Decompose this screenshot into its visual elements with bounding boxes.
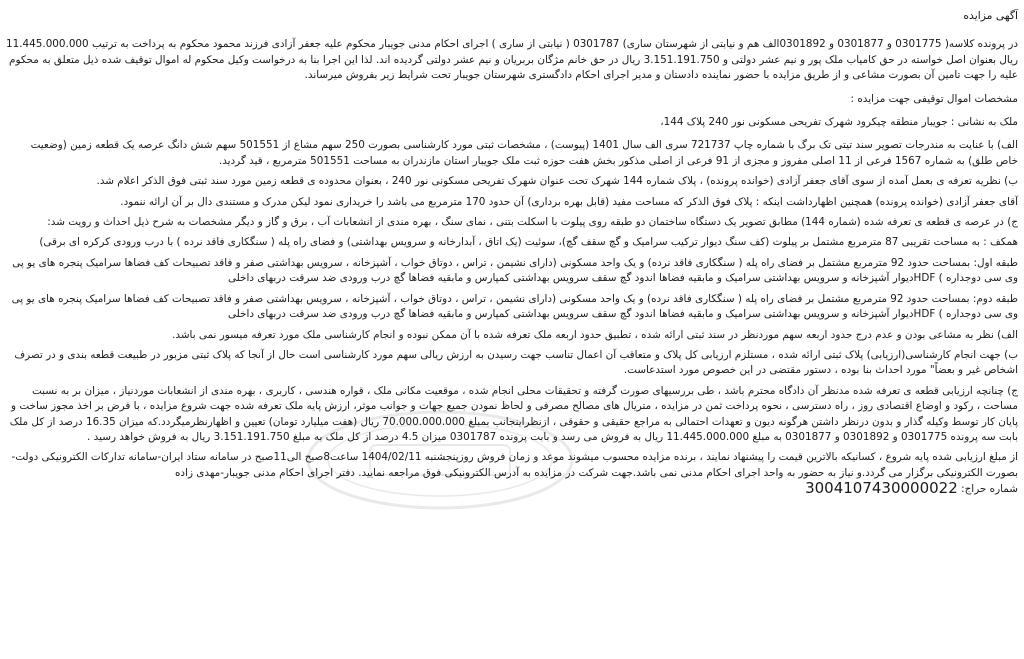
paragraph-owner-statement: آقای جعفر آزادی (خوانده پرونده) همچنین اظهارداشت اینکه : پلاک فوق الذکر که مساحت مفید (قابل بهره برداری) آن حدود 170 مترمربع می باشد را خریداری نمود لیکن مدرک و مستندی دال بر آن ارائه ننمود. (120, 195, 1018, 208)
paragraph-ground-floor: همکف : به مساحت تقریبی 87 مترمربع مشتمل بر پیلوت (کف سنگ دیوار ترکیب سرامیک و گچ سقف گچ)، سوئیت (یک اتاق ، آبدارخانه و سرویس بهداشتی) و فضای راه پله ( سنگکاری فاقد نرده ) با درب ورودی کرکره ای برقی) (39, 236, 1018, 249)
paragraph-je-2: ج) چنانچه ارزیابی قطعه ی تعرفه شده مدنظر آن دادگاه محترم باشد ، طی بررسیهای صورت گرفته و تحقیقات محلی انجام شده ، موقعیت مکانی ملک ، قواره هندسی ، کاربری ، بهره مندی از انشعابات موردنیاز ، میزان بر به نسبت مساحت ، رکود و اوضاع اقتصادی روز ، راه دسترسی ، نحوه پرداخت ثمن در مزایده ، متریال های مصالح مصرفی و لحاظ نمودن جمیع جهات و جوانب موثر، ارزش پایه ملک تعرفه شده جهت شروع مزایده ، با فرض بر اخذ مجوز ساخت و پایان کار توسط وکیله گذار و بدون درنظر داشتن هرگونه دیون و تعهدات احتمالی به مراجع حقیقی و حقوقی ، ازنظراینجانب بمبلغ 70.000.000.000 ریال (هفت میلیارد تومان) تعیین و اظهارنظرمیگردد.که میزان 16.35 درصد از کل ملک بابت سه پرونده 0301775 و 0301892 و 0301877 به مبلغ 11.445.000.000 ریال به فروش می رسد و بابت پرونده 0301787 میزان 4.5 درصد از کل ملک به مبلغ 3.151.191.750 ریال به فروش خواهد رسید . (9, 384, 1018, 443)
property-address: ملک به نشانی : جویبار منطقه چیکرود شهرک تفریحی مسکونی نور 240 پلاک 144، (660, 116, 1018, 129)
paragraph-final: از مبلغ ارزیابی شده پایه شروع ، کسانیکه بالاترین قیمت را پیشنهاد نمایند ، برنده مزایده محسوب میشوند موعد و زمان فروش روزپنجشنبه 1404/02/11 ساعت8صبح الی11صبح در سامانه ستاد ایران-سامانه تدارکات الکترونیکی دولت-بصورت الکترونیکی برگزار می گردد.و نیاز به حضور به واحد اجرای احکام مدنی نمی باشد.جهت شرکت در مزایده به آدرس الکترونیکی فوق مراجعه نمایید. دفتر اجرای احکام مدنی جویبار-مهدی زاده (11, 451, 1018, 479)
paragraph-alef-2: الف) نظر به مشاعی بودن و عدم درج حدود اربعه سهم موردنظر در سند ثبتی ارائه شده ، تطبیق حدود اربعه ملک تعرفه شده با آن ممکن نبوده و انجام کارشناسی ملک مورد تعرفه میسور نمی باشد. (172, 328, 1018, 341)
paragraph-je: ج) در عرصه ی قطعه ی تعرفه شده (شماره 144) مطابق تصویر یک دستگاه ساختمان دو طبقه روی پیلوت با اسکلت بتنی ، نمای سنگ ، بهره مندی از انشعابات آب ، برق و گاز و دیگر مشخصات به شرح ذیل احداث و رویت شد: (47, 216, 1018, 229)
intro-paragraph: در پرونده کلاسه( 0301775 و 0301877 و 0301892الف هم و نیابتی از شهرستان ساری) 0301787 ( نیابتی از ساری ) اجرای احکام مدنی جویبار محکوم علیه جعفر آزادی فرزند محمود محکوم به پرداخت به ترتیب 11.445.000.000 ریال بعنوان اصل خواسته در حق کامیاب ملک پور و نیم عشر دولتی و 3.151.191.750 ریال در حق خانم مژگان بربریان و نیم عشر دولتی گردیده اند. لذا این اجرا بنا به درخواست وکیل محکوم له اموال توقیف شده ذیل متعلق به محکوم علیه را جهت تامین آن بصورت مشاعی و از طریق مزایده با حضور نماینده دادستان و مدیر اجرای احکام دادگستری شهرستان جویبار تحت شرایط زیر بفروش میرساند. (6, 38, 1018, 82)
paragraph-be: ب) نظریه تعرفه ی بعمل آمده از سوی آقای جعفر آزادی (خوانده پرونده) ، پلاک شماره 144 شهرک تحت عنوان شهرک تفریحی مسکونی نور 240 ، بعنوان محدوده ی قطعه زمین مورد سند ثبتی فوق الذکر اعلام شد. (96, 175, 1018, 188)
paragraph-first-floor: طبقه اول: بمساحت حدود 92 مترمربع مشتمل بر فضای راه پله ( سنگکاری فاقد نرده) و یک واحد مسکونی (دارای نشیمن ، تراس ، دوتاق خواب ، آشپزخانه ، سرویس بهداشتی صفر و فاقد تصبیحات کف فضاها سرامیک پنجره های یو پی وی سی دوجداره ) HDFدیوار آشپزخانه و سرویس بهداشتی سرامیک و مابقیه فضاها اندود گچ سقف سرویس بهداشتی کمپارس و مابقیه فضاها گچ درب ورودی ضد سرقت دربهای داخلی (12, 256, 1018, 285)
auction-notice (6, 8, 1018, 655)
section-heading: مشخصات اموال توقیفی جهت مزایده : (850, 92, 1018, 105)
notice-title: آگهی مزایده (963, 9, 1018, 22)
auction-number-label: شماره حراج: (961, 483, 1018, 496)
paragraph-be-2: ب) جهت انجام کارشناسی(ارزیابی) پلاک ثبتی ارائه شده ، مستلزم ارزیابی کل پلاک و متعاقب آن اعمال تناسب جهت رسیدن به ارزش ریالی سهم مورد کارشناسی است حال از آنجا که پلاک ثبتی مزبور در طبیعت قطعه بندی و در تصرف اشخاص غیر و بعضاً" مورد احداث بنا بوده ، دستور مقتضی در این خصوص مورد استدعاست. (14, 348, 1018, 377)
auction-number: 3004107430000022 (805, 479, 958, 498)
paragraph-alef: الف) با عنایت به مندرجات تصویر سند تیتی تک برگ با شماره چاپ 721737 سری الف سال 1401 (پیوست) ، مشخصات ثبتی مورد کارشناسی بصورت 250 سهم مشاع از 501551 سهم شش دانگ عرصه یک قطعه زمین (وضعیت خاص طلق) به شماره 1567 فرعی از 11 اصلی مفروز و مجزی از 91 فرعی از اصلی مذکور بخش هفت حوزه ثبت ملک جویبار استان مازندران به مساحت 501551 مترمربع ، قید گردید. (30, 139, 1018, 167)
paragraph-second-floor: طبقه دوم: بمساحت حدود 92 مترمربع مشتمل بر فضای راه پله ( سنگکاری فاقد نرده) و یک واحد مسکونی (دارای نشیمن ، تراس ، دوتاق خواب ، آشپزخانه ، سرویس بهداشتی صفر و فاقد تصبیحات کف فضاها سرامیک پنجره های یو پی وی سی دوجداره ) HDFدیوار آشپزخانه و سرویس بهداشتی سرامیک و مابقیه فضاها اندود گچ سقف سرویس بهداشتی کمپارس و مابقیه فضاها گچ درب ورودی ضد سرقت دربهای داخلی (11, 292, 1018, 321)
auction-number-line (6, 481, 1018, 497)
